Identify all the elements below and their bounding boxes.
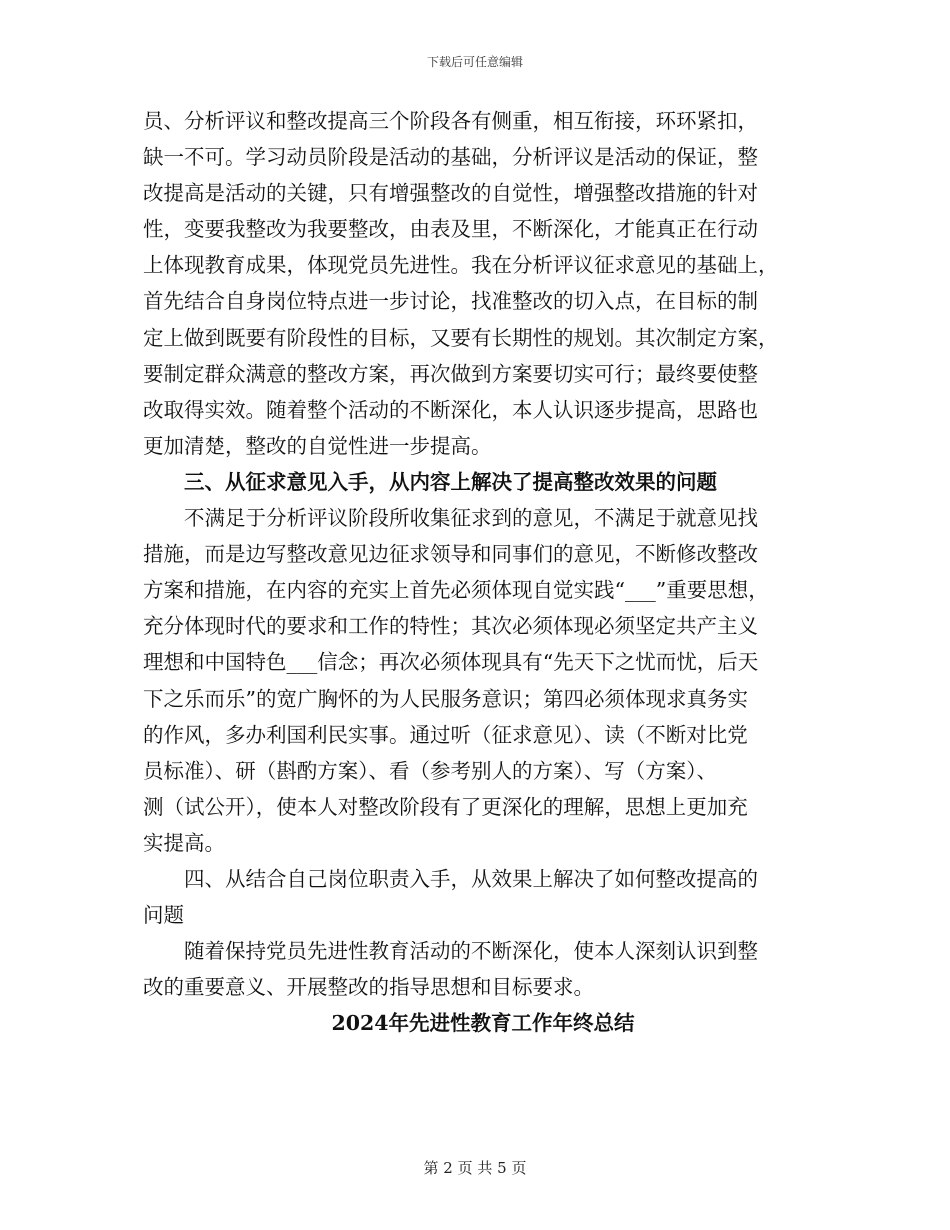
text-line: 措施，而是边写整改意见边征求领导和同事们的意见，不断修改整改 <box>143 542 758 567</box>
text-line: 定上做到既要有阶段性的目标，又要有长期性的规划。其次制定方案， <box>143 325 779 350</box>
text-line: 上体现教育成果，体现党员先进性。我在分析评议征求意见的基础上， <box>143 253 779 278</box>
paragraph-rectification-stages <box>143 103 823 464</box>
text-line: 测（试公开），使本人对整改阶段有了更深化的理解，思想上更加充 <box>143 794 748 819</box>
text-line: 下之乐而乐”的宽广胸怀的为人民服务意识；第四必须体现求真务实 <box>143 686 748 711</box>
document-title: 2024年先进性教育工作年终总结 <box>331 1011 635 1036</box>
text-line: 理想和中国特色___信念；再次必须体现具有“先天下之忧而忧，后天 <box>143 650 759 675</box>
text-line: 员标准）、研（斟酌方案）、看（参考别人的方案）、写（方案）、 <box>143 758 717 783</box>
text-line: 改的重要意义、开展整改的指导思想和目标要求。 <box>143 975 594 1000</box>
text-line: 要制定群众满意的整改方案，再次做到方案要切实可行；最终要使整 <box>143 361 758 386</box>
text-line: 性，变要我整改为我要整改，由表及里，不断深化，才能真正在行动 <box>143 217 758 242</box>
text-line: 首先结合自身岗位特点进一步讨论，找准整改的切入点，在目标的制 <box>143 289 758 314</box>
text-line: 充分体现时代的要求和工作的特性；其次必须体现必须坚定共产主义 <box>143 614 758 639</box>
section-heading-4 <box>143 861 823 933</box>
text-line: 员、分析评议和整改提高三个阶段各有侧重，相互衔接，环环紧扣， <box>143 109 758 133</box>
text-line: 随着保持党员先进性教育活动的不断深化，使本人深刻认识到整 <box>184 939 758 964</box>
paragraph-deepening <box>143 933 823 1005</box>
text-line: 不满足于分析评议阶段所收集征求到的意见，不满足于就意见找 <box>184 506 758 531</box>
paragraph-soliciting-opinions <box>143 500 823 861</box>
text-line: 改取得实效。随着整个活动的不断深化，本人认识逐步提高，思路也 <box>143 397 758 422</box>
text-line: 方案和措施，在内容的充实上首先必须体现自觉实践“___”重要思想， <box>143 578 769 603</box>
text-line: 四、从结合自己岗位职责入手，从效果上解决了如何整改提高的 <box>184 866 758 891</box>
text-line: 的作风，多办利国利民实事。通过听（征求意见）、读（不断对比党 <box>143 722 748 747</box>
text-line: 更加清楚，整改的自觉性进一步提高。 <box>143 433 492 458</box>
text-line: 实提高。 <box>143 830 225 855</box>
page-footer: 第 2 页 共 5 页 <box>423 1159 527 1177</box>
text-line: 问题 <box>143 903 184 928</box>
page-header: 下载后可任意编辑 <box>426 55 523 69</box>
document-body <box>143 103 823 1041</box>
text-line: 改提高是活动的关键，只有增强整改的自觉性，增强整改措施的针对 <box>143 181 758 206</box>
text-line: 缺一不可。学习动员阶段是活动的基础，分析评议是活动的保证，整 <box>143 145 758 170</box>
section-heading-3: 三、从征求意见入手，从内容上解决了提高整改效果的问题 <box>184 469 717 494</box>
